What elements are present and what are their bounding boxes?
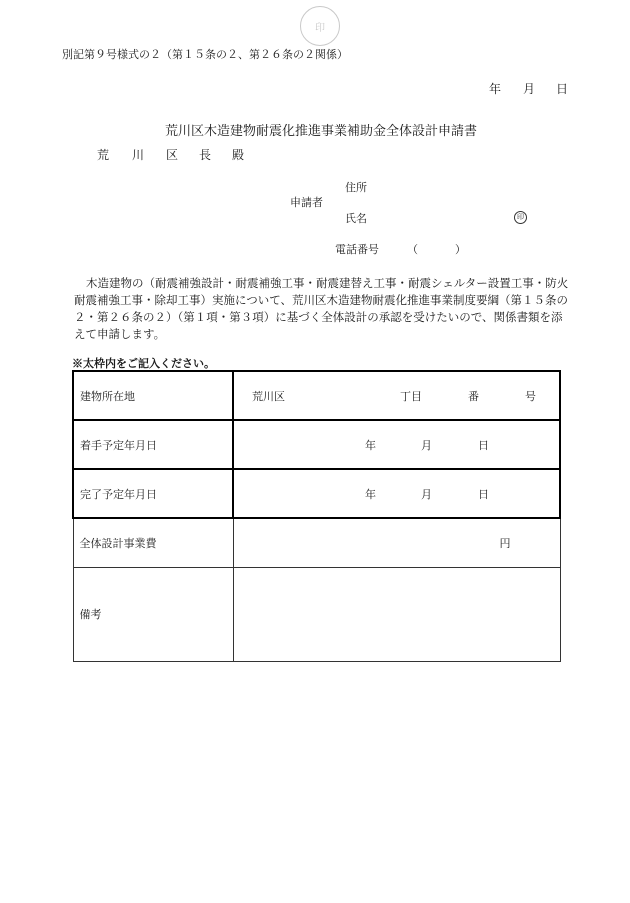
start-year: 年	[365, 438, 376, 452]
start-date-label: 着手予定年月日	[73, 420, 233, 469]
body-text: 木造建物の（耐震補強設計・耐震補強工事・耐震建替え工事・耐震シェルター設置工事・防火耐震補強工事・除却工事）実施について、荒川区木造建物耐震化推進事業制度要綱（第１５条の２・第２６条の２）（第１項・第３項）に基づく全体設計の承認を受けたいので、関係書類を添えて申請します。	[74, 276, 569, 341]
phone-label: 電話番号	[335, 243, 379, 256]
location-go: 号	[525, 389, 536, 403]
table-row-end-date	[73, 469, 560, 518]
application-table	[72, 370, 561, 662]
end-year: 年	[365, 487, 376, 501]
start-date-cell[interactable]	[233, 420, 560, 469]
table-row-location	[73, 371, 560, 420]
remarks-cell[interactable]	[233, 567, 560, 661]
date-year-label: 年	[489, 82, 502, 96]
date-month-label: 月	[523, 82, 536, 96]
end-day: 日	[478, 487, 489, 501]
table-row-remarks	[73, 567, 560, 661]
location-label: 建物所在地	[73, 371, 233, 420]
location-chome: 丁目	[400, 389, 422, 403]
cost-label: 全体設計事業費	[73, 518, 233, 567]
phone-open-paren: （	[407, 243, 418, 256]
table-row-start-date	[73, 420, 560, 469]
table-row-cost	[73, 518, 560, 567]
yen-label: 円	[499, 536, 511, 550]
instruction-note: ※太枠内をご記入ください。	[72, 357, 215, 370]
addressee-char: 川	[132, 148, 145, 162]
phone-close-paren: ）	[455, 243, 466, 256]
start-month: 月	[421, 438, 432, 452]
addressee-char: 長	[199, 148, 212, 162]
end-date-cell[interactable]	[233, 469, 560, 518]
end-date-label: 完了予定年月日	[73, 469, 233, 518]
location-ward: 荒川区	[252, 389, 285, 403]
remarks-label: 備考	[73, 567, 233, 661]
applicant-label: 申請者	[290, 196, 323, 209]
location-cell[interactable]	[233, 371, 560, 420]
addressee-char: 区	[166, 148, 179, 162]
address-label: 住所	[345, 181, 367, 194]
date-day-label: 日	[556, 82, 569, 96]
addressee-char: 殿	[232, 148, 245, 162]
location-ban: 番	[468, 389, 479, 403]
end-month: 月	[421, 487, 432, 501]
seal-stamp: 印	[300, 6, 340, 46]
seal-mark-icon: 印	[514, 211, 527, 224]
addressee-char: 荒	[97, 148, 110, 162]
name-label: 氏名	[345, 212, 367, 225]
form-number: 別記第９号様式の２（第１５条の２、第２６条の２関係）	[62, 48, 348, 61]
start-day: 日	[478, 438, 489, 452]
cost-cell[interactable]	[233, 518, 560, 567]
document-title: 荒川区木造建物耐震化推進事業補助金全体設計申請書	[165, 124, 478, 139]
